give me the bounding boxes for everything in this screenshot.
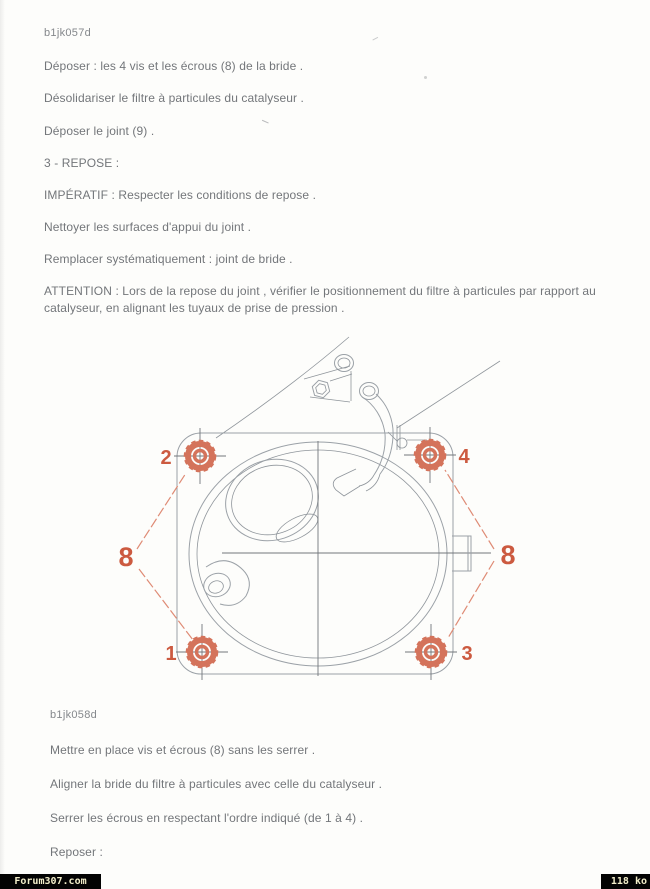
step-desolidariser: Désolidariser le filtre à particules du catalyseur . (44, 91, 304, 105)
bolt-marker-3 (405, 624, 457, 680)
step-depose-joint: Déposer le joint (9) . (44, 124, 155, 138)
section-heading-repose: 3 - REPOSE : (44, 156, 120, 170)
step-mettre-en-place: Mettre en place vis et écrous (8) sans les serrer . (50, 743, 316, 757)
step-remplacer: Remplacer systématiquement : joint de bride . (44, 252, 293, 266)
catalyst-edge-lines (216, 337, 500, 438)
note-attention: ATTENTION : Lors de la repose du joint , vérifier le positionnement du filtre à particules par rapport au catalyseur, en alignant les tuyaux de prise de pression . (44, 284, 596, 315)
flange-torque-diagram (0, 330, 650, 710)
figure-code-top: b1jk057d (44, 27, 92, 39)
scan-speck (424, 76, 427, 79)
nut-ref-label-right: 8 (500, 540, 516, 570)
scan-speck (372, 37, 379, 43)
bolt-number-3: 3 (461, 643, 473, 665)
bolt-markers (174, 427, 457, 680)
boss-fitting (200, 561, 249, 606)
bolt-number-4: 4 (458, 446, 470, 468)
step-serrer: Serrer les écrous en respectant l'ordre indiqué (de 1 à 4) . (50, 811, 364, 825)
site-watermark: Forum307.com (0, 874, 101, 889)
step-nettoyer: Nettoyer les surfaces d'appui du joint . (44, 220, 252, 234)
step-aligner: Aligner la bride du filtre à particules avec celle du catalyseur . (50, 777, 383, 791)
bolt-marker-1 (176, 624, 228, 680)
leader-lines (137, 470, 494, 640)
flange-plate-outline (177, 433, 453, 674)
bolt-number-1: 1 (165, 643, 177, 665)
center-lines (222, 441, 491, 676)
step-reposer: Reposer : (50, 845, 103, 859)
step-depose-vis: Déposer : les 4 vis et les écrous (8) de la bride . (44, 59, 304, 73)
inner-pipe-opening (215, 447, 329, 552)
file-size-badge: 118 ko (601, 874, 650, 889)
nut-ref-label-left: 8 (118, 542, 134, 572)
bolt-number-2: 2 (160, 447, 172, 469)
diagram-labels (118, 446, 515, 665)
figure-code-bottom: b1jk058d (50, 709, 98, 721)
note-imperatif: IMPÉRATIF : Respecter les conditions de repose . (44, 188, 317, 202)
flange-side-tab (452, 536, 471, 571)
